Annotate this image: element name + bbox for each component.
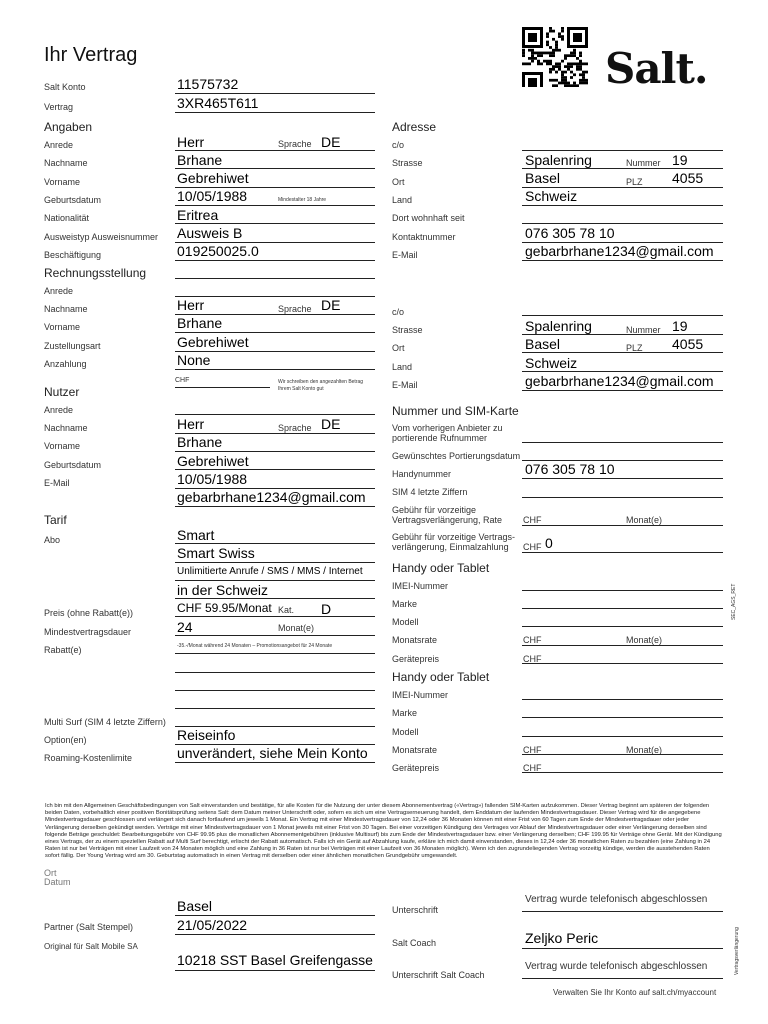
adresse-dort-label: Dort wohnhaft seit: [392, 213, 465, 223]
salt-logo: Salt.: [605, 44, 708, 93]
sim-vorher-label-1: Vom vorherigen Anbieter zu: [392, 423, 503, 433]
handy1-rate-monat: Monat(e): [626, 635, 663, 645]
handy1-preis-label: Gerätepreis: [392, 654, 440, 664]
adresse-nummer: 19: [672, 152, 688, 168]
sim-geb2-label-2: verlängerung, Einmalzahlung: [392, 542, 509, 552]
sig-coach: Zeljko Peric: [525, 930, 599, 946]
angaben-geburt-note: Mindestalter 18 Jahre: [278, 197, 327, 203]
footer-text: Verwalten Sie Ihr Konto auf salt.ch/myaccount: [553, 988, 717, 997]
rechnung-ort-label: Ort: [392, 343, 405, 353]
side-code: SEC_AGS_RET: [731, 583, 737, 620]
tarif-kat: D: [321, 601, 332, 617]
tarif-kat-label: Kat.: [278, 605, 295, 615]
rechnung-note: Wir schreiben den angezahlten Betrag Ihrem Salt Konto gut: [278, 379, 364, 392]
tarif-mindest: 24: [177, 619, 193, 635]
sim-geb2-chf: CHF: [523, 542, 542, 552]
sig-datum-label: Datum: [44, 877, 71, 887]
rechnung-email: gebarbrhane1234@gmail.com: [525, 373, 714, 389]
nutzer-nachname-label: Nachname: [44, 423, 88, 433]
rechnung-heading: Rechnungsstellung: [44, 266, 147, 280]
page-title: Ihr Vertrag: [44, 44, 138, 66]
rechnung-anrede-label: Anrede: [44, 286, 74, 296]
sig-datum: 21/05/2022: [177, 917, 248, 933]
nutzer-anrede: Herr: [177, 416, 205, 432]
angaben-sprache-label: Sprache: [278, 139, 312, 149]
handy2-heading: Handy oder Tablet: [392, 670, 490, 684]
rechnung-anrede: Herr: [177, 297, 205, 313]
rechnung-anzahlung: None: [177, 352, 211, 368]
tarif-rabatt-label: Rabatt(e): [44, 645, 82, 655]
rechnung-strasse: Spalenring: [525, 318, 592, 334]
angaben-sprache: DE: [321, 134, 341, 150]
tarif-preis: CHF 59.95/Monat: [177, 601, 272, 615]
rechnung-nachname: Brhane: [177, 315, 223, 331]
angaben-vorname-label: Vorname: [44, 177, 81, 187]
sim-geb1-chf: CHF: [523, 515, 542, 525]
adresse-strasse: Spalenring: [525, 152, 592, 168]
handy1-rate-label: Monatsrate: [392, 635, 438, 645]
sim-handy-label: Handynummer: [392, 469, 452, 479]
sig-tel-2: Vertrag wurde telefonisch abgeschlossen: [525, 961, 708, 972]
rechnung-zust-label: Zustellungsart: [44, 341, 101, 351]
nutzer-vorname: Gebrehiwet: [177, 453, 249, 469]
nutzer-geburt: 10/05/1988: [177, 471, 248, 487]
angaben-heading: Angaben: [44, 120, 93, 134]
nutzer-sprache-label: Sprache: [278, 423, 312, 433]
rechnung-vorname-label: Vorname: [44, 322, 81, 332]
tarif-option: Reiseinfo: [177, 727, 236, 743]
rechnung-nummer-label: Nummer: [626, 325, 661, 335]
angaben-anrede-label: Anrede: [44, 140, 74, 150]
handy2-rate-label: Monatsrate: [392, 745, 438, 755]
konto-label: Salt Konto: [44, 82, 86, 92]
handy2-preis-chf: CHF: [523, 763, 542, 773]
rechnung-chf: CHF: [175, 377, 190, 384]
sim-sim4-label: SIM 4 letzte Ziffern: [392, 487, 468, 497]
tarif-monat: Monat(e): [278, 623, 315, 633]
adresse-email-label: E-Mail: [392, 250, 418, 260]
side-code-2: Vertragsverlängerung: [734, 927, 740, 975]
rechnung-sprache-label: Sprache: [278, 304, 312, 314]
handy2-rate-chf: CHF: [523, 745, 542, 755]
sim-handy: 076 305 78 10: [525, 461, 615, 477]
adresse-co-label: c/o: [392, 140, 405, 150]
tarif-roaming: unverändert, siehe Mein Konto: [177, 745, 368, 761]
tarif-abo-4: in der Schweiz: [177, 582, 269, 598]
angaben-nachname-label: Nachname: [44, 158, 88, 168]
adresse-ort: Basel: [525, 170, 561, 186]
adresse-land-label: Land: [392, 195, 413, 205]
tarif-multi-label: Multi Surf (SIM 4 letzte Ziffern): [44, 717, 166, 727]
adresse-email: gebarbrhane1234@gmail.com: [525, 243, 714, 259]
sig-tel-1: Vertrag wurde telefonisch abgeschlossen: [525, 894, 708, 905]
handy2-preis-label: Gerätepreis: [392, 763, 440, 773]
angaben-besch-label: Beschäftigung: [44, 250, 102, 260]
handy1-marke-label: Marke: [392, 599, 418, 609]
handy2-modell-label: Modell: [392, 727, 419, 737]
rechnung-land-label: Land: [392, 362, 413, 372]
nutzer-heading: Nutzer: [44, 385, 80, 399]
sig-unterschrift-coach-label: Unterschrift Salt Coach: [392, 970, 485, 980]
rechnung-sprache: DE: [321, 297, 341, 313]
angaben-ausweis: Ausweis B: [177, 225, 243, 241]
handy2-rate-monat: Monat(e): [626, 745, 663, 755]
angaben-anrede: Herr: [177, 134, 205, 150]
nutzer-email-label: E-Mail: [44, 478, 70, 488]
adresse-heading: Adresse: [392, 120, 437, 134]
rechnung-nummer: 19: [672, 318, 688, 334]
sig-ort: Basel: [177, 898, 213, 914]
nutzer-anrede-label: Anrede: [44, 405, 74, 415]
tarif-abo-3: Unlimitierte Anrufe / SMS / MMS / Internet: [177, 566, 363, 577]
sig-partner-label: Partner (Salt Stempel): [44, 922, 134, 932]
tarif-heading: Tarif: [44, 513, 67, 527]
rechnung-ort: Basel: [525, 336, 561, 352]
sig-ort-label: Ort: [44, 868, 57, 878]
tarif-abo-2: Smart Swiss: [177, 545, 255, 561]
tarif-rabatt: -35.-/Monat während 24 Monaten – Promotionsangebot für 24 Monate: [177, 643, 333, 649]
tarif-abo-1: Smart: [177, 527, 215, 543]
adresse-ort-label: Ort: [392, 177, 405, 187]
tarif-mindest-label: Mindestvertragsdauer: [44, 627, 132, 637]
legal-text: Ich bin mit den Allgemeinen Geschäftsbedingungen von Salt einverstanden und bestätige, für alle Kosten für die Nutzung der unter diesem Abonnementvertrag («Vertrag») fallenden SIM-Karten aufzukommen. Dieser Vertrag beginnt am späteren der folgenden beiden Daten, vorbehaltlich einer positiven Bonitätsprüfung seitens Salt: dem Datum meiner Unterschrift oder, sofern es sich um eine Vertragserneuerung handelt, dem Enddatum der laufenden Mindestvertragsdauer. Dieser Vertrag wird für die angegebene Mindestvertragsdauer geschlossen und verlängert sich danach fortlaufend um jeweils 1 Monat. Ein Vertrag mit einer Mindestvertragsdauer von 12,24 oder 36 Monaten können mit einer Frist von 60 Tagen zum Ende der Mindestvertragsdauer oder jeder Verlängerung derselben gekündigt werden. Verträge mit einer Mindestvertragsdauer von 1 Monat jeweils mit einer Frist von 30 Tagen. Bei einer vorzeitigen Kündigung des Vertrages vor Ablauf der Mindestvertragsdauer oder einer Verlängerung derselben sind folgende Beträge geschuldet: Bearbeitungsgebühr von CHF 99.95 plus die monatlichen Abonnementgebühren (inklusive Multisurf) bis zum Ende der Mindestvertragsdauer bzw. einer Verlängerung derselben; CHF 199.95 für Verträge ohne Gerät. Mit der Kündigung eines Vertrags, der zu einem speziellen Rabatt auf Multi Surf berechtigt, erlischt der Rabatt automatisch. Falls ich ein Gerät auf Abzahlung kaufe, erkläre ich mich damit einverstanden, dieses in 12,24 oder 36 monatlichen Raten zu bezahlen (eine Zahlung in 24 Raten ist nur bei Verträgen mit einer Laufzeit von 24 Monaten möglich und eine Zahlung in 36 Raten ist nur bei Verträgen mit einer Laufzeit von 36 Monaten möglich). Wenn ich den zugrundeliegenden Vertrag vorzeitig kündige, werden die ausstehenden Raten sofort fällig. Der Young Vertrag wird am 30. Geburtstag automatisch in einen Vertrag mit derselben oder einer ähnlichen monatlichen Grundgebühr umgewandelt.: [45, 803, 722, 860]
qr-code-icon: [522, 27, 588, 87]
angaben-geburt-label: Geburtsdatum: [44, 195, 102, 205]
tarif-preis-label: Preis (ohne Rabatt(e)): [44, 608, 134, 618]
angaben-nat-label: Nationalität: [44, 213, 90, 223]
sim-port-label: Gewünschtes Portierungsdatum: [392, 451, 521, 461]
nutzer-sprache: DE: [321, 416, 341, 432]
sim-geb1-label-1: Gebühr für vorzeitige: [392, 505, 477, 515]
rechnung-strasse-label: Strasse: [392, 325, 423, 335]
rechnung-vorname: Gebrehiwet: [177, 334, 249, 350]
handy1-heading: Handy oder Tablet: [392, 561, 490, 575]
nutzer-nachname: Brhane: [177, 434, 223, 450]
handy1-imei-label: IMEI-Nummer: [392, 581, 448, 591]
sig-shop: 10218 SST Basel Greifengasse: [177, 952, 373, 968]
nutzer-email: gebarbrhane1234@gmail.com: [177, 489, 366, 505]
rechnung-email-label: E-Mail: [392, 380, 418, 390]
angaben-besch: 019250025.0: [177, 243, 259, 259]
vertrag-value: 3XR465T611: [177, 95, 259, 111]
rechnung-anz-label: Anzahlung: [44, 359, 87, 369]
sim-geb2-value: 0: [545, 535, 553, 551]
adresse-land: Schweiz: [525, 188, 578, 204]
angaben-vorname: Gebrehiwet: [177, 170, 249, 186]
handy1-rate-chf: CHF: [523, 635, 542, 645]
adresse-plz-label: PLZ: [626, 177, 643, 187]
tarif-abo-label: Abo: [44, 535, 61, 545]
handy2-marke-label: Marke: [392, 708, 418, 718]
rechnung-land: Schweiz: [525, 355, 578, 371]
angaben-nachname: Brhane: [177, 152, 223, 168]
sim-heading: Nummer und SIM-Karte: [392, 404, 519, 418]
adresse-nummer-label: Nummer: [626, 158, 661, 168]
rechnung-plz: 4055: [672, 336, 704, 352]
vertrag-label: Vertrag: [44, 102, 74, 112]
adresse-strasse-label: Strasse: [392, 158, 423, 168]
sig-original-label: Original für Salt Mobile SA: [44, 942, 138, 951]
nutzer-vorname-label: Vorname: [44, 441, 81, 451]
tarif-option-label: Option(en): [44, 735, 87, 745]
handy1-modell-label: Modell: [392, 617, 419, 627]
rechnung-plz-label: PLZ: [626, 343, 643, 353]
sig-coach-label: Salt Coach: [392, 938, 437, 948]
sim-geb2-label-1: Gebühr für vorzeitige Vertrags-: [392, 532, 516, 542]
rechnung-co-label: c/o: [392, 307, 405, 317]
angaben-ausweis-label: Ausweistyp Ausweisnummer: [44, 232, 159, 242]
tarif-roaming-label: Roaming-Kostenlimite: [44, 753, 133, 763]
handy1-preis-chf: CHF: [523, 654, 542, 664]
nutzer-geburt-label: Geburtsdatum: [44, 460, 102, 470]
angaben-nat: Eritrea: [177, 207, 219, 223]
konto-value: 11575732: [177, 76, 239, 92]
sim-vorher-label-2: portierende Rufnummer: [392, 433, 488, 443]
adresse-plz: 4055: [672, 170, 704, 186]
sim-geb1-monat: Monat(e): [626, 515, 663, 525]
handy2-imei-label: IMEI-Nummer: [392, 690, 448, 700]
sim-geb1-label-2: Vertragsverlängerung, Rate: [392, 515, 503, 525]
adresse-kontakt-label: Kontaktnummer: [392, 232, 456, 242]
angaben-geburt: 10/05/1988: [177, 188, 248, 204]
rechnung-nachname-label: Nachname: [44, 304, 88, 314]
sig-unterschrift-label: Unterschrift: [392, 905, 439, 915]
adresse-kontakt: 076 305 78 10: [525, 225, 615, 241]
